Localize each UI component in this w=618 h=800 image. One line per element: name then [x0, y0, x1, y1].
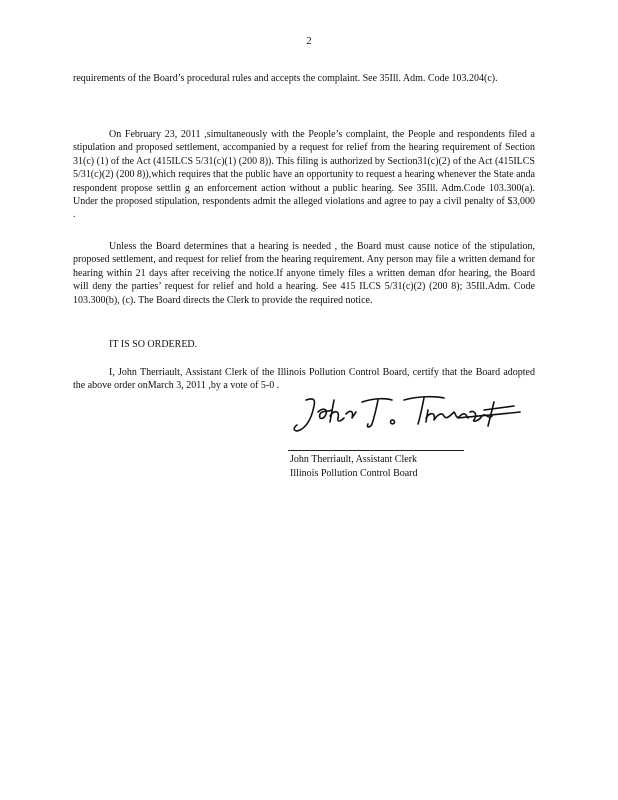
signature-block — [290, 453, 418, 480]
paragraph-notice-text: Unless the Board determines that a hearing is needed , the Board must cause notice of the stipulation, proposed settlement, and request for relief from the hearing requirement. Any person may file a written demand for hearing within 21 days after receiving the notice.If anyone timely files a written deman dfor hearing, the Board will deny the parties’ request for relief and hold a hearing. See 415 ILCS 5/31(c)(2) (200 8); 35Ill.Adm. Code 103.300(b), (c). The Board directs the Clerk to provide the required notice. — [73, 241, 535, 306]
signature-line — [288, 450, 464, 451]
paragraph-certification — [73, 366, 535, 393]
paragraph-procedural-rules: requirements of the Board’s procedural rules and accepts the complaint. See 35Ill. Adm. Code 103.204(c). — [73, 73, 498, 84]
signatory-name: John Therriault, Assistant Clerk — [290, 454, 418, 465]
paragraph-stipulation — [73, 128, 535, 222]
paragraph-stipulation-text: On February 23, 2011 ,simultaneously with the People’s complaint, the People and respondents filed a stipulation and proposed settlement, accompanied by a request for relief from the hearing requirement of Section 31(c) (1) of the Act (415ILCS 5/31(c)(1) (200 8)). This filing is authorized by Section31(c)(2) of the Act (415ILCS 5/31(c)(2) (200 8)),which requires that the public have an opportunity to request a hearing whenever the State anda respondent propose settlin g an enforcement action without a public hearing. See 35Ill. Adm.Code 103.300(a). Under the proposed stipulation, respondents admit the alleged violations and agree to pay a civil penalty of $3,000 . — [73, 129, 535, 221]
paragraph-certification-text: I, John Therriault, Assistant Clerk of the Illinois Pollution Control Board, certify that the Board adopted the above order onMarch 3, 2011 ,by a vote of 5-0 . — [73, 367, 535, 392]
page-number: 2 — [306, 36, 312, 47]
signatory-organization: Illinois Pollution Control Board — [290, 467, 418, 479]
handwritten-signature — [288, 392, 528, 440]
paragraph-notice — [73, 240, 535, 307]
order-statement: IT IS SO ORDERED. — [109, 339, 198, 350]
